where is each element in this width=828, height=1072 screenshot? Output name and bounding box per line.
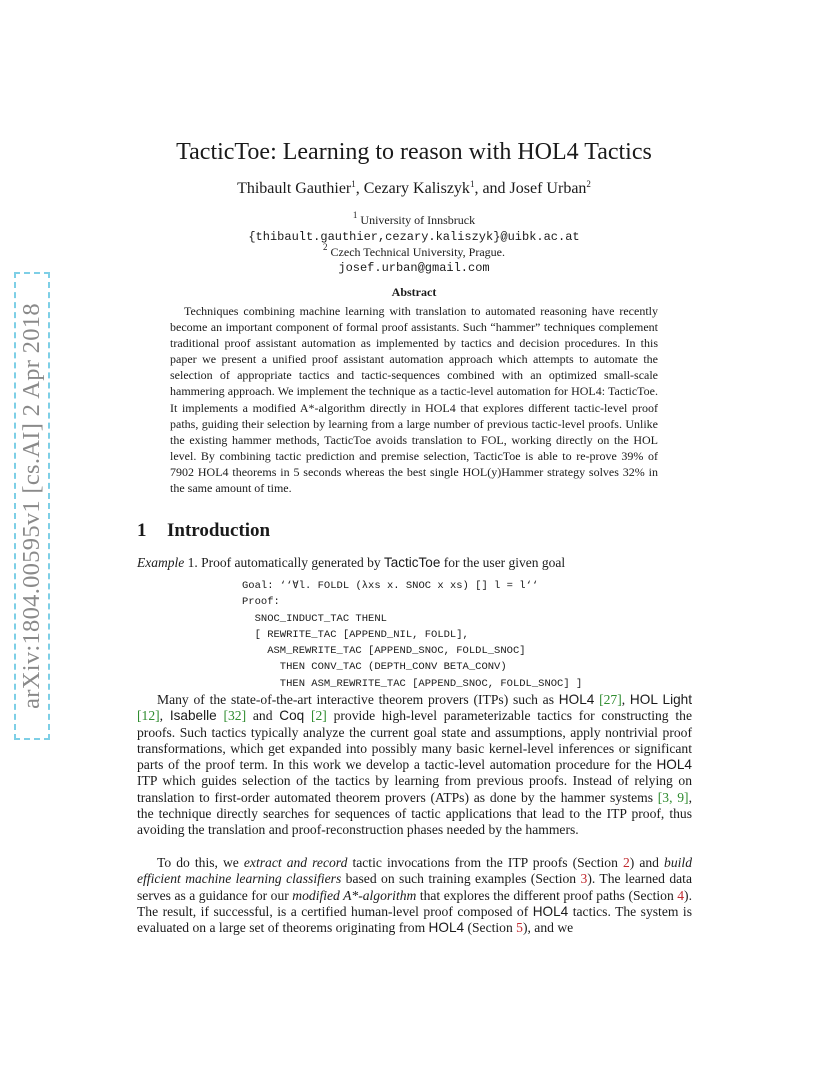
- affiliation-1: [0, 210, 828, 228]
- section-ref-link[interactable]: 5: [516, 920, 523, 936]
- system-name: HOL4: [656, 757, 692, 773]
- example-text: for the user given goal: [443, 555, 566, 570]
- abstract-heading: Abstract: [391, 285, 437, 299]
- abstract-text: Techniques combining machine learning with translation to automated reasoning have recently become an important component of formal proof assistants. Such “hammer” techniques complement traditional proof assistant automation as implemented by tactics and decision procedures. In this paper we present a unified proof assistant automation approach which attempts to automate the selection of appropriate tactics and tactic-sequences combined with an optimized small-scale hammering approach. We implement the technique as a tactic-level automation for HOL4: TacticToe. It implements a modified A*-algorithm directly in HOL4 that explores different tactic-level proof paths, guiding their selection by learning from a large number of previous tactic-level proofs. Unlike the existing hammer methods, TacticToe avoids translation to FOL, working directly on the HOL level. By combining tactic prediction and premise selection, TacticToe is able to re-prove 39% of 7902 HOL4 theorems in 5 seconds whereas the best single HOL(y)Hammer strategy solves 32% in the same amount of time.: [170, 304, 658, 496]
- body-text: provide high-level parameterizable tactics for constructing the proofs. Such tactics typically analyze the current goal state and assumptions, apply nontrivial proof transformations, which get expanded into possibly many basic kernel-level inferences or significant parts of the proof term. In this work we develop a tactic-level automation procedure for the: [137, 708, 692, 773]
- affiliation-name: Czech Technical University, Prague.: [330, 245, 505, 259]
- citation-link[interactable]: [2]: [310, 708, 327, 724]
- author-separator: , and: [474, 180, 510, 197]
- system-name: HOL4: [532, 903, 569, 919]
- emphasis-text: build efficient machine learning classifiers: [137, 855, 692, 887]
- author-separator: ,: [355, 180, 364, 197]
- body-text: ,: [159, 708, 170, 724]
- code-line: Goal: ‘‘∀l. FOLDL (λxs x. SNOC x xs) [] l = l‘‘: [242, 580, 539, 592]
- body-text: and: [246, 708, 280, 724]
- system-name: HOL Light: [629, 692, 692, 707]
- affiliation-mark: 2: [323, 242, 328, 252]
- paragraph-1: [137, 692, 692, 839]
- section-heading: [137, 520, 270, 542]
- citation-link[interactable]: [3, 9]: [657, 789, 689, 805]
- body-text: , the technique directly searches for sequences of tactic applications that lead to the ITP proof, thus avoiding the translation and proof-reconstruction phases needed by the hammers.: [137, 789, 692, 838]
- arxiv-identifier[interactable]: arXiv:1804.00595v1 [cs.AI] 2 Apr 2018: [18, 303, 45, 709]
- section-ref-link[interactable]: 4: [677, 887, 685, 903]
- code-line: [ REWRITE_TAC [APPEND_NIL, FOLDL],: [242, 628, 469, 641]
- body-text: ) and: [629, 855, 665, 870]
- paragraph-2: [137, 855, 692, 936]
- author-name: Cezary Kaliszyk: [363, 180, 470, 197]
- citation-link[interactable]: [27]: [599, 692, 622, 707]
- section-ref-link[interactable]: 2: [622, 855, 630, 870]
- affiliation-mark: 1: [352, 210, 358, 220]
- affiliation-mark: 1: [469, 179, 475, 189]
- affiliation-email[interactable]: {thibault.gauthier,cezary.kaliszyk}@uibk.ac.at: [248, 230, 580, 244]
- body-text: ), and we: [522, 920, 574, 936]
- affiliation-name: University of Innsbruck: [360, 213, 476, 227]
- example-label: Example: [137, 555, 185, 570]
- citation-link[interactable]: [32]: [223, 708, 247, 724]
- code-line: SNOC_INDUCT_TAC THENL: [242, 612, 387, 625]
- body-text: tactic invocations from the ITP proofs (Section: [347, 855, 623, 870]
- body-text: ). The learned data serves as a guidance for our: [137, 871, 692, 903]
- author-name: Thibault Gauthier: [237, 180, 352, 197]
- body-text: ITP which guides selection of the tactics by learning from previous proofs. Instead of relying on translation to first-order automated theorem provers (ATPs) as done by the hammer systems: [137, 773, 692, 805]
- body-text: (Section: [464, 920, 517, 936]
- body-text: ,: [621, 692, 630, 707]
- body-text: Many of the state-of-the-art interactive theorem provers (ITPs) such as: [157, 692, 559, 707]
- section-number: 1: [137, 520, 147, 541]
- system-name: Coq: [279, 708, 305, 724]
- body-text: To do this, we: [157, 855, 244, 870]
- affiliation-mark: 1: [351, 179, 356, 189]
- code-line: Proof:: [242, 596, 280, 609]
- example-caption: [137, 555, 565, 571]
- body-text: ). The result, if successful, is a certified human-level proof composed of: [137, 887, 692, 919]
- section-ref-link[interactable]: 3: [580, 871, 588, 887]
- emphasis-text: modified A*-algorithm: [292, 887, 417, 903]
- affiliation-mark: 2: [586, 179, 591, 189]
- code-line: THEN CONV_TAC (DEPTH_CONV BETA_CONV): [242, 661, 507, 674]
- body-text: that explores the different proof paths (Section: [416, 887, 678, 903]
- author-list: [0, 180, 828, 198]
- affiliation-email[interactable]: josef.urban@gmail.com: [338, 261, 490, 275]
- paper-title: TacticToe: Learning to reason with HOL4 Tactics: [176, 139, 652, 165]
- citation-link[interactable]: [12]: [137, 708, 160, 724]
- system-name: HOL4: [428, 920, 465, 936]
- system-name: TacticToe: [384, 555, 441, 570]
- example-text: Proof automatically generated by: [201, 555, 381, 570]
- system-name: HOL4: [558, 692, 595, 707]
- code-line: THEN ASM_REWRITE_TAC [APPEND_SNOC, FOLDL_SNOC] ]: [242, 677, 583, 690]
- section-title: Introduction: [167, 520, 271, 541]
- body-text: tactics. The system is evaluated on a large set of theorems originating from: [137, 903, 692, 936]
- affiliation-2: [0, 242, 828, 260]
- code-line: ASM_REWRITE_TAC [APPEND_SNOC, FOLDL_SNOC]: [242, 645, 526, 658]
- example-number: 1.: [187, 555, 198, 570]
- system-name: Isabelle: [169, 708, 217, 724]
- proof-code: [242, 578, 582, 692]
- body-text: based on such training examples (Section: [341, 871, 581, 887]
- author-name: Josef Urban: [509, 180, 587, 197]
- emphasis-text: extract and record: [243, 855, 348, 870]
- arxiv-stamp[interactable]: [14, 272, 50, 740]
